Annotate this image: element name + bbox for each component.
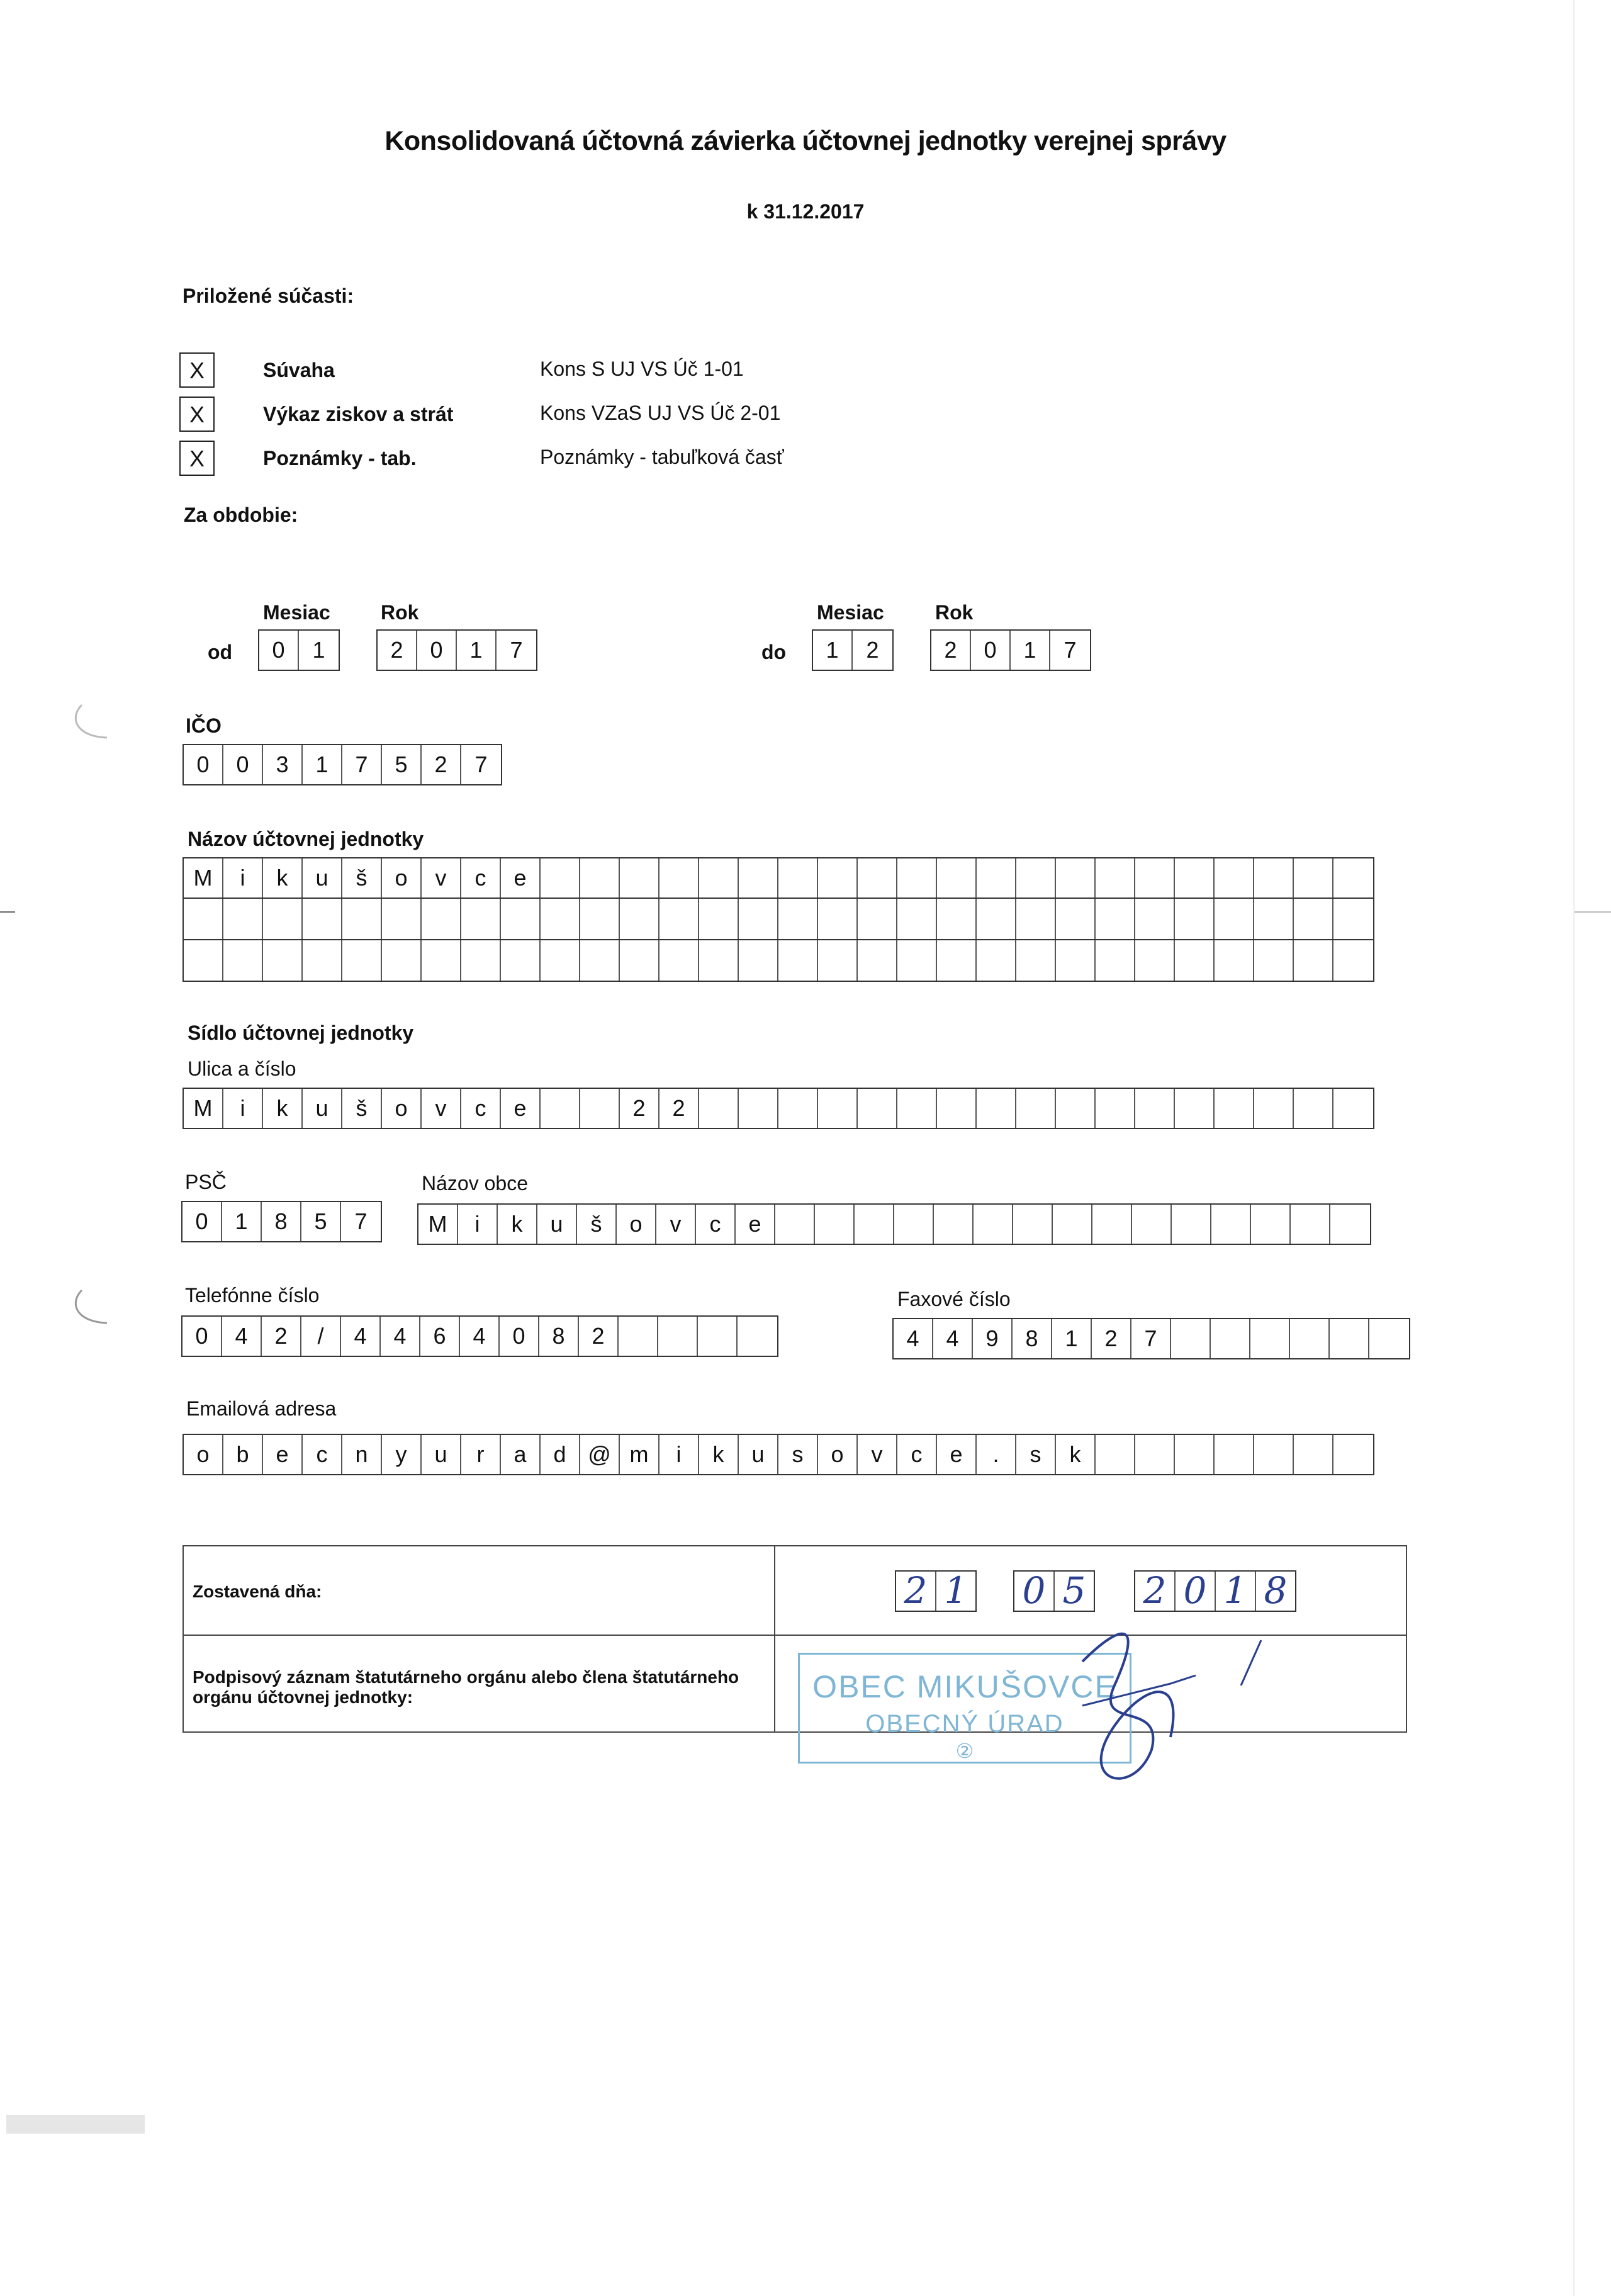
char-cell: v <box>422 1089 461 1128</box>
char-cell: š <box>342 1089 382 1128</box>
char-cell: a <box>501 1435 541 1474</box>
phone-field[interactable] <box>181 1315 778 1357</box>
digit-cell: 1 <box>222 1202 262 1241</box>
char-cell <box>580 1089 620 1128</box>
email-field[interactable] <box>182 1434 1374 1475</box>
char-cell <box>815 1205 855 1244</box>
char-cell <box>1294 1089 1333 1128</box>
period-label: Za obdobie: <box>184 504 298 526</box>
char-cell <box>739 858 778 898</box>
psc-field[interactable] <box>181 1201 382 1242</box>
char-cell <box>1291 1205 1330 1244</box>
digit-cell: 0 <box>184 745 223 784</box>
digit-cell: 0 <box>417 631 457 670</box>
char-cell: u <box>303 858 342 898</box>
unit-name-row <box>182 940 1374 982</box>
street-label: Ulica a číslo <box>188 1057 296 1080</box>
char-cell <box>1330 1319 1369 1358</box>
char-cell <box>1132 1205 1172 1244</box>
period-to-label: do <box>761 641 787 663</box>
from-month-label: Mesiac <box>263 601 330 624</box>
char-cell <box>1175 858 1215 898</box>
char-cell: i <box>223 1089 263 1128</box>
digit-cell: 2 <box>378 631 417 670</box>
char-cell: M <box>184 1089 223 1128</box>
char-cell <box>660 858 699 898</box>
to-year-field[interactable] <box>930 629 1091 671</box>
char-cell <box>658 1317 698 1356</box>
char-cell: o <box>382 858 422 898</box>
char-cell <box>937 858 977 898</box>
char-cell: c <box>461 858 501 898</box>
char-cell: v <box>858 1435 897 1474</box>
char-cell <box>1254 858 1294 898</box>
char-cell <box>934 1205 974 1244</box>
char-cell <box>1333 858 1373 898</box>
char-cell <box>739 1089 778 1128</box>
char-cell <box>818 1089 858 1128</box>
char-cell <box>778 1089 818 1128</box>
char-cell <box>1096 858 1135 898</box>
char-cell: 4 <box>222 1317 262 1356</box>
char-cell: o <box>382 1089 422 1128</box>
attachment-code: Kons VZaS UJ VS Úč 2-01 <box>540 402 781 424</box>
char-cell: e <box>263 1435 303 1474</box>
char-cell <box>1175 1435 1215 1474</box>
town-field[interactable] <box>417 1203 1371 1245</box>
handwritten-digit: 1 <box>1216 1572 1256 1611</box>
handwritten-digit: 2 <box>896 1572 936 1611</box>
ico-label: IČO <box>186 714 222 737</box>
digit-cell: 1 <box>1011 631 1050 670</box>
char-cell: k <box>263 1089 303 1128</box>
unit-name-label: Názov účtovnej jednotky <box>188 828 424 850</box>
digit-cell: 5 <box>382 745 422 784</box>
char-cell: k <box>263 858 303 898</box>
char-cell <box>1333 1435 1373 1474</box>
char-cell <box>778 858 818 898</box>
char-cell: v <box>422 858 461 898</box>
handwritten-digit: 5 <box>1062 1569 1086 1612</box>
char-cell: c <box>897 1435 937 1474</box>
char-cell <box>738 1317 777 1356</box>
digit-cell: 2 <box>422 745 461 784</box>
attachment-name: Poznámky - tab. <box>263 447 417 470</box>
char-cell <box>1175 1089 1215 1128</box>
digit-cell: 7 <box>342 745 382 784</box>
attachment-code: Kons S UJ VS Úč 1-01 <box>540 357 744 380</box>
char-cell <box>1251 1205 1291 1244</box>
digit-cell: 2 <box>931 631 971 670</box>
char-cell: m <box>620 1435 660 1474</box>
page-edge <box>1573 0 1575 2296</box>
char-cell: r <box>461 1435 501 1474</box>
digit-cell: 1 <box>457 631 497 670</box>
char-cell <box>1211 1319 1250 1358</box>
stamp-line1: OBEC MIKUŠOVCE <box>812 1669 1117 1704</box>
char-cell <box>897 1089 937 1128</box>
handwritten-digit: 2 <box>1135 1572 1176 1611</box>
char-cell <box>1135 1435 1175 1474</box>
char-cell: 7 <box>1131 1319 1171 1358</box>
char-cell: o <box>818 1435 858 1474</box>
char-cell <box>1172 1205 1211 1244</box>
char-cell <box>974 1205 1013 1244</box>
char-cell <box>1016 1089 1056 1128</box>
from-year-label: Rok <box>381 601 419 624</box>
char-cell <box>894 1205 934 1244</box>
street-field[interactable] <box>182 1088 1374 1129</box>
char-cell <box>1254 1435 1294 1474</box>
to-month-label: Mesiac <box>817 601 884 624</box>
char-cell <box>1096 1435 1135 1474</box>
char-cell: 4 <box>381 1317 420 1356</box>
char-cell: s <box>1016 1435 1056 1474</box>
char-cell: 2 <box>262 1317 301 1356</box>
char-cell: i <box>223 858 263 898</box>
digit-cell: 7 <box>354 1208 368 1234</box>
char-cell: c <box>461 1089 501 1128</box>
char-cell <box>1096 1089 1135 1128</box>
digit-cell: 3 <box>263 745 303 784</box>
char-cell: 0 <box>500 1317 539 1356</box>
email-label: Emailová adresa <box>186 1397 337 1420</box>
char-cell: 8 <box>539 1317 579 1356</box>
char-cell: i <box>458 1205 498 1244</box>
char-cell <box>1290 1319 1330 1358</box>
digit-cell: 7 <box>474 751 488 777</box>
char-cell: š <box>577 1205 617 1244</box>
char-cell <box>620 858 660 898</box>
char-cell: u <box>303 1089 342 1128</box>
char-cell <box>977 858 1016 898</box>
char-cell <box>1092 1205 1132 1244</box>
char-cell <box>855 1205 894 1244</box>
char-cell: 1 <box>1052 1319 1092 1358</box>
char-cell: s <box>778 1435 818 1474</box>
attachments-label: Priložené súčasti: <box>182 284 354 307</box>
char-cell <box>977 1089 1016 1128</box>
char-cell: M <box>184 858 223 898</box>
digit-cell: 2 <box>866 637 879 663</box>
char-cell <box>858 1089 897 1128</box>
digit-cell: 1 <box>813 631 853 670</box>
char-cell <box>818 858 858 898</box>
date-month-field[interactable] <box>1013 1570 1095 1612</box>
date-label: Zostavená dňa: <box>193 1582 322 1601</box>
char-cell: 4 <box>460 1317 500 1356</box>
char-cell: o <box>184 1435 223 1474</box>
char-cell: n <box>342 1435 382 1474</box>
char-cell: 9 <box>973 1319 1013 1358</box>
stamp-mark: ② <box>955 1740 974 1762</box>
unit-name-row <box>182 899 1374 940</box>
fax-label: Faxové číslo <box>897 1288 1011 1310</box>
char-cell <box>699 1089 739 1128</box>
document-title: Konsolidovaná účtovná závierka účtovnej jednotky verejnej správy <box>385 126 1226 156</box>
char-cell: u <box>537 1205 577 1244</box>
digit-cell: 0 <box>223 745 263 784</box>
attachment-checkbox[interactable]: X <box>179 441 215 476</box>
to-year-label: Rok <box>935 601 974 624</box>
char-cell: 4 <box>894 1319 933 1358</box>
fax-field[interactable] <box>892 1318 1410 1359</box>
char-cell: 4 <box>341 1317 381 1356</box>
unit-name-field[interactable] <box>182 857 1374 982</box>
address-section-label: Sídlo účtovnej jednotky <box>188 1021 414 1044</box>
attachment-name: Súvaha <box>263 359 335 381</box>
attachment-checkbox[interactable]: X <box>179 352 215 388</box>
char-cell <box>1056 1089 1096 1128</box>
from-year-field[interactable] <box>376 629 537 671</box>
char-cell: k <box>699 1435 739 1474</box>
char-cell <box>1056 858 1096 898</box>
char-cell: d <box>541 1435 580 1474</box>
char-cell <box>937 1089 977 1128</box>
char-cell: @ <box>580 1435 620 1474</box>
punch-hole-mark <box>63 699 120 749</box>
signature-label: Podpisový záznam štatutárneho orgánu alebo člena štatutárneho orgánu účtovnej jednotky: <box>193 1667 739 1707</box>
stamp-line2: OBECNÝ ÚRAD <box>865 1710 1064 1738</box>
punch-hole-mark <box>63 1284 120 1334</box>
margin-mark <box>0 911 15 913</box>
digit-cell: 0 <box>971 631 1011 670</box>
char-cell: 2 <box>1092 1319 1131 1358</box>
handwritten-digit: 1 <box>944 1569 968 1612</box>
char-cell: 4 <box>933 1319 973 1358</box>
char-cell <box>1294 1435 1333 1474</box>
scan-artifact <box>6 2115 145 2134</box>
char-cell <box>1016 858 1056 898</box>
char-cell: b <box>223 1435 263 1474</box>
char-cell: u <box>422 1435 461 1474</box>
char-cell <box>1215 858 1254 898</box>
attachment-checkbox[interactable]: X <box>179 397 215 432</box>
phone-label: Telefónne číslo <box>185 1284 320 1307</box>
char-cell: c <box>696 1205 736 1244</box>
handwritten-digit: 8 <box>1264 1569 1288 1612</box>
char-cell <box>1013 1205 1053 1244</box>
psc-label: PSČ <box>185 1171 227 1193</box>
char-cell <box>1215 1089 1254 1128</box>
char-cell: k <box>498 1205 537 1244</box>
char-cell <box>1215 1435 1254 1474</box>
char-cell <box>698 1317 738 1356</box>
digit-cell: 1 <box>303 745 342 784</box>
margin-mark <box>1573 911 1611 913</box>
period-from-label: od <box>208 641 233 663</box>
char-cell: v <box>656 1205 696 1244</box>
from-month-field[interactable] <box>258 629 340 671</box>
as-of-date: k 31.12.2017 <box>746 200 865 223</box>
char-cell: e <box>736 1205 775 1244</box>
char-cell: 2 <box>579 1317 619 1356</box>
digit-cell: 1 <box>312 637 325 663</box>
handwritten-digit: 0 <box>1014 1572 1055 1611</box>
char-cell: . <box>977 1435 1016 1474</box>
town-label: Názov obce <box>422 1172 528 1195</box>
digit-cell: 5 <box>301 1202 341 1241</box>
char-cell <box>619 1317 658 1356</box>
char-cell: 8 <box>1013 1319 1052 1358</box>
char-cell: M <box>418 1205 458 1244</box>
char-cell <box>580 858 620 898</box>
char-cell: o <box>617 1205 656 1244</box>
char-cell: y <box>382 1435 422 1474</box>
char-cell <box>1294 858 1333 898</box>
attachment-name: Výkaz ziskov a strát <box>263 403 454 425</box>
char-cell: u <box>739 1435 778 1474</box>
char-cell: k <box>1056 1435 1096 1474</box>
char-cell <box>1053 1205 1092 1244</box>
char-cell: 2 <box>620 1089 660 1128</box>
digit-cell: 0 <box>259 631 299 670</box>
char-cell <box>775 1205 815 1244</box>
char-cell <box>699 858 739 898</box>
char-cell <box>1369 1319 1409 1358</box>
digit-cell: 0 <box>182 1202 222 1241</box>
char-cell: 6 <box>420 1317 460 1356</box>
char-cell <box>541 1089 580 1128</box>
char-cell <box>1333 1089 1373 1128</box>
attachment-code: Poznámky - tabuľková časť <box>540 446 784 468</box>
handwritten-digit: 0 <box>1176 1572 1216 1611</box>
digit-cell: 7 <box>510 637 523 663</box>
digit-cell: 8 <box>262 1202 301 1241</box>
to-month-field[interactable] <box>812 629 894 671</box>
char-cell: e <box>937 1435 977 1474</box>
ico-field[interactable] <box>182 744 502 785</box>
char-cell: 2 <box>660 1089 699 1128</box>
char-cell <box>1250 1319 1290 1358</box>
char-cell <box>1171 1319 1211 1358</box>
unit-name-row <box>182 857 1374 899</box>
char-cell: 0 <box>182 1317 222 1356</box>
date-day-field[interactable] <box>895 1570 977 1612</box>
char-cell <box>541 858 580 898</box>
char-cell <box>1135 1089 1175 1128</box>
char-cell <box>1330 1205 1370 1244</box>
char-cell: e <box>501 1089 541 1128</box>
char-cell: š <box>342 858 382 898</box>
char-cell <box>1211 1205 1251 1244</box>
char-cell: / <box>301 1317 341 1356</box>
char-cell <box>897 858 937 898</box>
digit-cell: 7 <box>1064 637 1077 663</box>
signature-stroke <box>1233 1636 1271 1693</box>
date-year-field[interactable] <box>1134 1570 1296 1612</box>
char-cell <box>1135 858 1175 898</box>
char-cell: c <box>303 1435 342 1474</box>
char-cell: e <box>501 858 541 898</box>
char-cell: i <box>660 1435 699 1474</box>
char-cell <box>858 858 897 898</box>
char-cell <box>1254 1089 1294 1128</box>
